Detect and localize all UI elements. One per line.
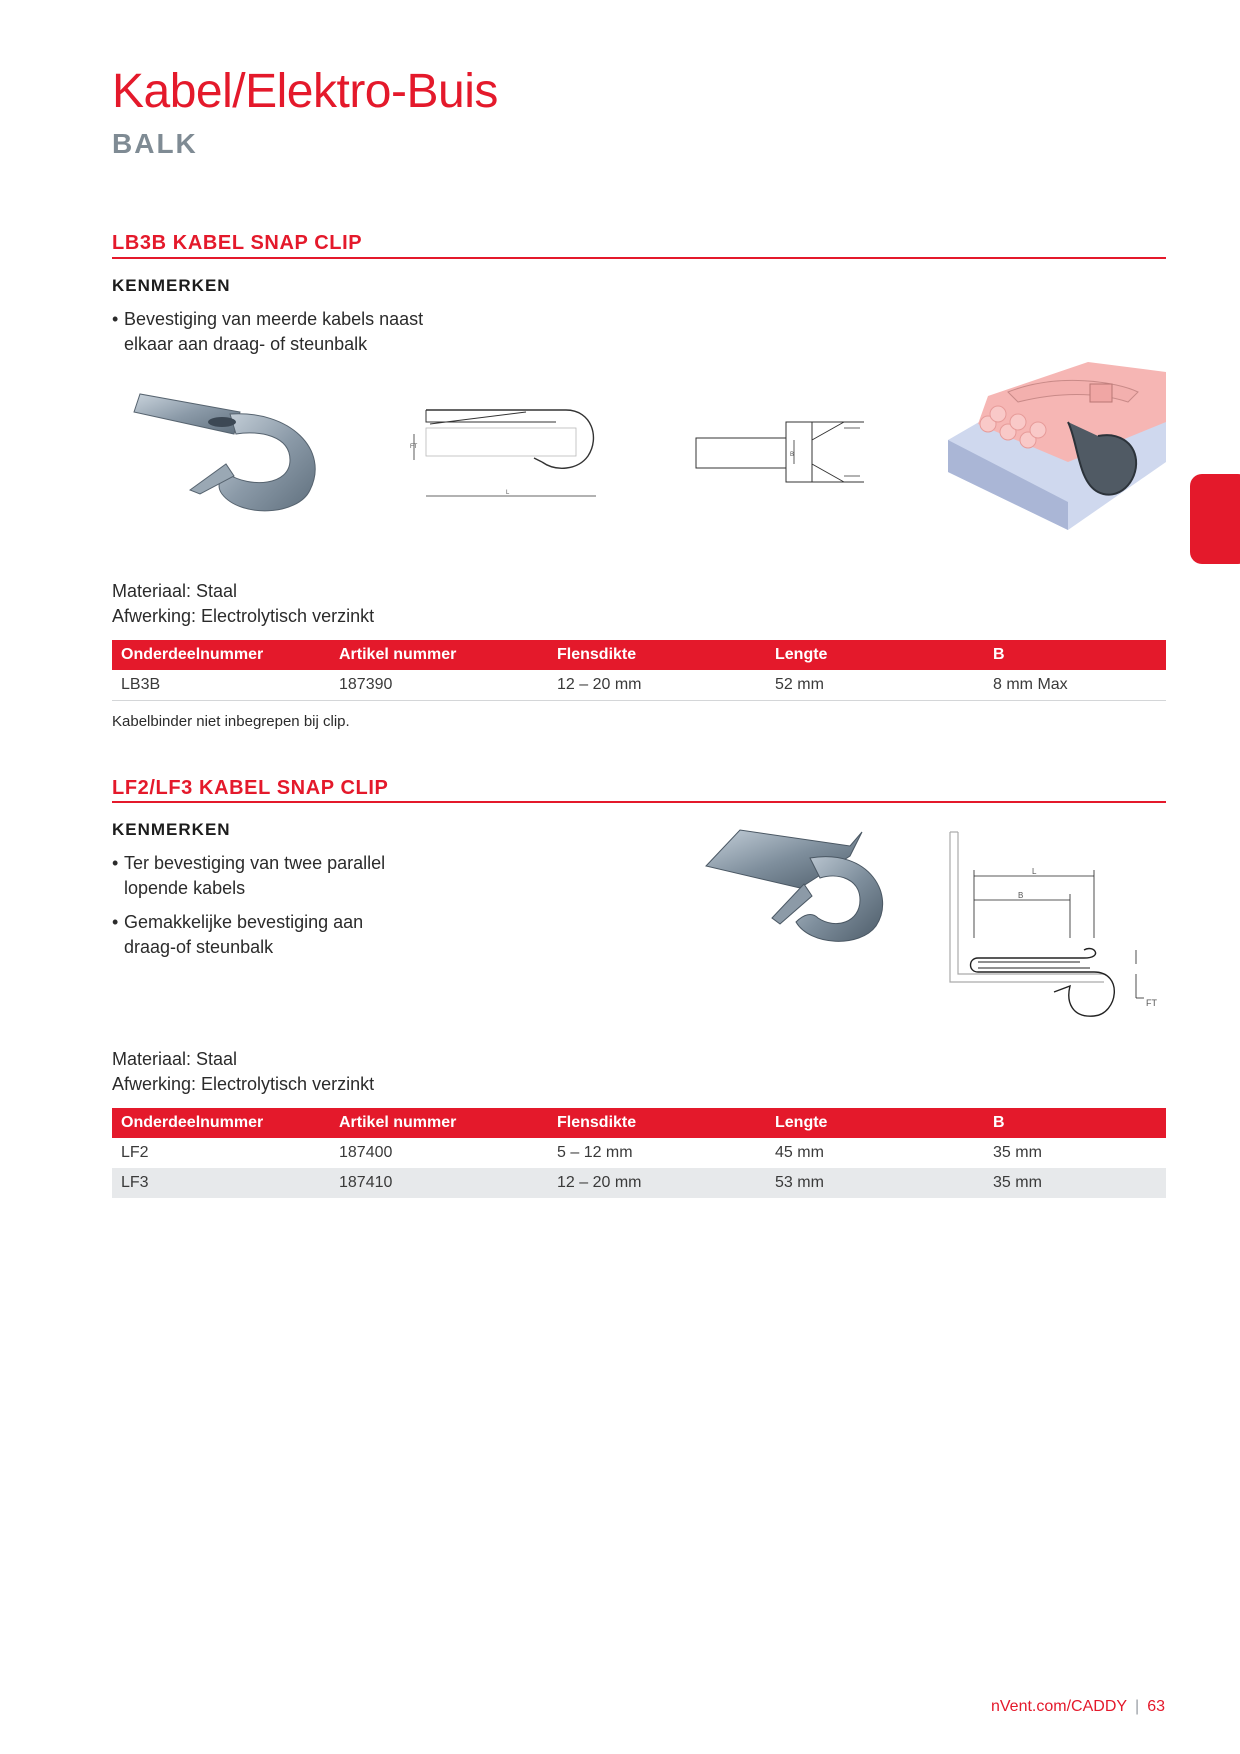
- table-cell: 35 mm: [993, 1144, 1042, 1161]
- lf-product-photo: [700, 826, 900, 946]
- page-number: 63: [1147, 1698, 1165, 1715]
- table-header-row: [112, 640, 1166, 670]
- col-header: B: [984, 1108, 1166, 1138]
- feature-item: • Ter bevestiging van twee parallel lopende kabels: [112, 851, 402, 901]
- table-cell: 187410: [330, 1168, 548, 1198]
- features-list: [112, 307, 452, 366]
- table-cell: 12 – 20 mm: [548, 1168, 766, 1198]
- col-header: Flensdikte: [548, 1108, 766, 1138]
- page-title: Kabel/Elektro-Buis: [112, 65, 498, 118]
- section-rule: [112, 801, 1166, 803]
- ft-label: FT: [410, 444, 418, 450]
- material-text: Materiaal: Staal: [112, 581, 238, 601]
- table-cell: LB3B: [112, 670, 330, 701]
- col-header: Artikel nummer: [330, 640, 548, 670]
- ft-label: FT: [1146, 998, 1157, 1008]
- table-cell: 45 mm: [775, 1144, 824, 1161]
- table-cell: 187390: [330, 670, 548, 701]
- table-cell: 35 mm: [984, 1168, 1166, 1198]
- table-cell: 12 – 20 mm: [548, 670, 766, 701]
- page-footer: [991, 1698, 1165, 1716]
- footer-site-link[interactable]: nVent.com/CADDY: [990, 1698, 1128, 1715]
- l-label: L: [506, 490, 510, 496]
- b-label: B: [1018, 891, 1024, 900]
- spec-table-lf: [112, 1108, 1166, 1198]
- material-text: Materiaal: Staal: [112, 1049, 238, 1069]
- section-title-lb3b: LB3B KABEL SNAP CLIP: [112, 232, 363, 254]
- l-label: L: [1032, 867, 1037, 876]
- footer-separator: |: [1135, 1698, 1140, 1715]
- section-rule: [112, 257, 1166, 259]
- table-header-row: [112, 1108, 1166, 1138]
- col-header: Artikel nummer: [330, 1108, 548, 1138]
- lb3b-side-drawing: [406, 398, 606, 508]
- table-cell: 53 mm: [766, 1168, 984, 1198]
- table-row: [112, 1168, 1166, 1198]
- table-row: [112, 1138, 1166, 1168]
- col-header: Lengte: [766, 1108, 984, 1138]
- lb3b-product-photo: [130, 390, 330, 520]
- table-cell: 8 mm Max: [984, 670, 1166, 701]
- section-title-lf2-lf3: LF2/LF3 KABEL SNAP CLIP: [112, 777, 389, 799]
- page-subtitle: BALK: [112, 128, 198, 159]
- table-row: [112, 670, 1166, 701]
- table-cell: 52 mm: [766, 670, 984, 701]
- table-cell: 5 – 12 mm: [557, 1144, 633, 1161]
- lb3b-installed-render: [948, 362, 1166, 530]
- feature-item: • Bevestiging van meerde kabels naast elkaar aan draag- of steunbalk: [112, 307, 452, 357]
- col-header: Flensdikte: [548, 640, 766, 670]
- features-heading: KENMERKEN: [112, 820, 231, 839]
- col-header: Lengte: [766, 640, 984, 670]
- finish-text: Afwerking: Electrolytisch verzinkt: [112, 1074, 375, 1094]
- table-cell: LF3: [112, 1168, 330, 1198]
- note-text: Kabelbinder niet inbegrepen bij clip.: [112, 713, 350, 730]
- features-list: [112, 851, 402, 969]
- col-header: Onderdeelnummer: [112, 1108, 330, 1138]
- spec-table-lb3b: [112, 640, 1166, 701]
- col-header: Onderdeelnummer: [112, 640, 330, 670]
- b-label: B: [790, 452, 795, 458]
- table-cell: 187400: [339, 1144, 393, 1161]
- lb3b-top-drawing: [694, 418, 874, 498]
- table-cell: LF2: [121, 1144, 149, 1161]
- finish-text: Afwerking: Electrolytisch verzinkt: [112, 606, 375, 626]
- chapter-tab: [1190, 474, 1240, 564]
- feature-item: • Gemakkelijke bevestiging aan draag-of steunbalk: [112, 910, 402, 960]
- lf-drawing: [944, 826, 1164, 1026]
- col-header: B: [984, 640, 1166, 670]
- features-heading: KENMERKEN: [112, 276, 231, 295]
